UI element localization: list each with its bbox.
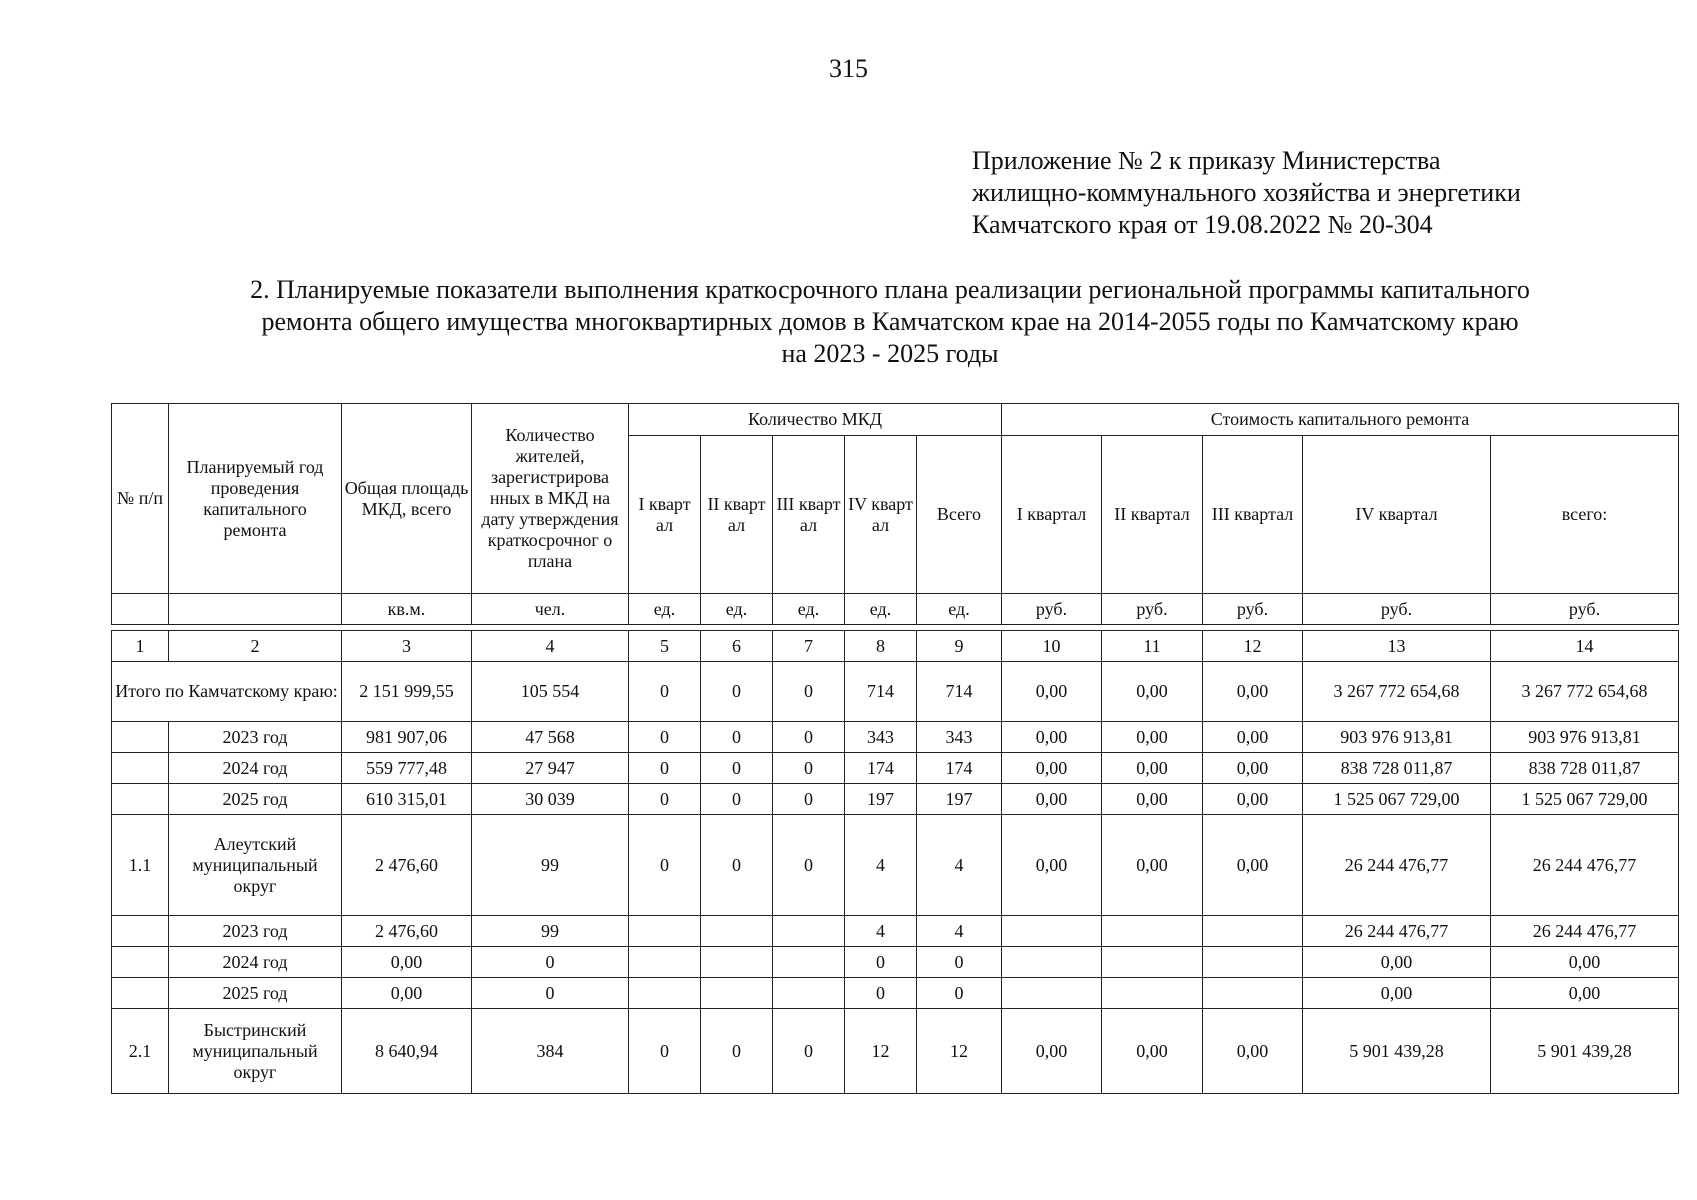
row-cell: 0 bbox=[472, 947, 629, 978]
header-mkd-q2: II кварт ал bbox=[701, 436, 773, 594]
row-number bbox=[112, 916, 169, 947]
row-cell: 0,00 bbox=[1203, 784, 1303, 815]
column-number: 10 bbox=[1002, 631, 1102, 662]
column-number: 8 bbox=[845, 631, 917, 662]
total-cell: 0 bbox=[773, 662, 845, 722]
row-cell: 0,00 bbox=[342, 947, 472, 978]
row-cell: 1 525 067 729,00 bbox=[1491, 784, 1679, 815]
table-row bbox=[112, 947, 1679, 978]
column-number: 4 bbox=[472, 631, 629, 662]
total-cell: 0,00 bbox=[1203, 662, 1303, 722]
row-cell: 0 bbox=[629, 1009, 701, 1094]
total-cell: 0 bbox=[629, 662, 701, 722]
unit-empty bbox=[169, 594, 342, 625]
row-cell bbox=[1002, 916, 1102, 947]
table-row bbox=[112, 722, 1679, 753]
row-cell: 343 bbox=[917, 722, 1002, 753]
row-cell: 0,00 bbox=[1491, 947, 1679, 978]
row-cell: 0,00 bbox=[1102, 784, 1203, 815]
unit-residents: чел. bbox=[472, 594, 629, 625]
table-body bbox=[111, 630, 1679, 1094]
row-cell: 559 777,48 bbox=[342, 753, 472, 784]
row-cell: 0,00 bbox=[342, 978, 472, 1009]
row-cell: 0 bbox=[629, 753, 701, 784]
row-cell: 47 568 bbox=[472, 722, 629, 753]
appendix-line: Камчатского края от 19.08.2022 № 20-304 bbox=[972, 210, 1433, 239]
row-cell: 4 bbox=[845, 815, 917, 916]
table-header bbox=[111, 403, 1679, 625]
row-number: 1.1 bbox=[112, 815, 169, 916]
header-cost-q2: II квартал bbox=[1102, 436, 1203, 594]
row-cell: 903 976 913,81 bbox=[1491, 722, 1679, 753]
row-cell: 0,00 bbox=[1303, 978, 1491, 1009]
row-cell: 0,00 bbox=[1002, 722, 1102, 753]
title-line: на 2023 - 2025 годы bbox=[781, 339, 999, 368]
total-row bbox=[112, 662, 1679, 722]
total-cell: 3 267 772 654,68 bbox=[1491, 662, 1679, 722]
row-name: 2025 год bbox=[169, 784, 342, 815]
row-cell bbox=[1203, 978, 1303, 1009]
row-name: 2024 год bbox=[169, 947, 342, 978]
table-row bbox=[112, 1009, 1679, 1094]
column-number: 3 bbox=[342, 631, 472, 662]
row-cell: 0 bbox=[629, 722, 701, 753]
row-cell: 99 bbox=[472, 815, 629, 916]
header-mkd-total: Всего bbox=[917, 436, 1002, 594]
row-cell: 0 bbox=[773, 815, 845, 916]
row-name: 2025 год bbox=[169, 978, 342, 1009]
row-cell: 26 244 476,77 bbox=[1303, 815, 1491, 916]
row-cell: 0,00 bbox=[1002, 784, 1102, 815]
table-row bbox=[112, 753, 1679, 784]
total-label: Итого по Камчатскому краю: bbox=[112, 662, 342, 722]
row-cell bbox=[701, 916, 773, 947]
unit-cell: ед. bbox=[845, 594, 917, 625]
row-cell: 174 bbox=[917, 753, 1002, 784]
row-cell: 12 bbox=[917, 1009, 1002, 1094]
header-year: Планируемый год проведения капитального ремонта bbox=[169, 404, 342, 594]
row-number bbox=[112, 947, 169, 978]
column-number: 7 bbox=[773, 631, 845, 662]
row-name: Быстринский муниципальный округ bbox=[169, 1009, 342, 1094]
row-cell: 30 039 bbox=[472, 784, 629, 815]
row-cell: 981 907,06 bbox=[342, 722, 472, 753]
unit-cell: руб. bbox=[1303, 594, 1491, 625]
row-cell: 26 244 476,77 bbox=[1491, 916, 1679, 947]
row-cell: 26 244 476,77 bbox=[1491, 815, 1679, 916]
row-cell: 197 bbox=[917, 784, 1002, 815]
header-cost-total: всего: bbox=[1491, 436, 1679, 594]
row-cell: 0 bbox=[701, 1009, 773, 1094]
row-cell: 0,00 bbox=[1203, 815, 1303, 916]
total-cell: 2 151 999,55 bbox=[342, 662, 472, 722]
total-cell: 0 bbox=[701, 662, 773, 722]
row-cell bbox=[701, 947, 773, 978]
row-cell: 0 bbox=[773, 722, 845, 753]
header-cost-q3: III квартал bbox=[1203, 436, 1303, 594]
row-number bbox=[112, 753, 169, 784]
row-cell: 27 947 bbox=[472, 753, 629, 784]
unit-cell: руб. bbox=[1491, 594, 1679, 625]
row-cell bbox=[1002, 978, 1102, 1009]
row-cell bbox=[1002, 947, 1102, 978]
column-number: 6 bbox=[701, 631, 773, 662]
row-cell: 0,00 bbox=[1203, 753, 1303, 784]
row-cell: 5 901 439,28 bbox=[1491, 1009, 1679, 1094]
row-cell: 174 bbox=[845, 753, 917, 784]
header-mkd-q4: IV кварт ал bbox=[845, 436, 917, 594]
column-number: 5 bbox=[629, 631, 701, 662]
row-cell bbox=[1102, 916, 1203, 947]
table-row bbox=[112, 916, 1679, 947]
row-cell bbox=[1102, 978, 1203, 1009]
row-cell: 0 bbox=[629, 784, 701, 815]
row-cell bbox=[629, 916, 701, 947]
column-number-row bbox=[112, 631, 1679, 662]
column-number: 2 bbox=[169, 631, 342, 662]
column-number: 1 bbox=[112, 631, 169, 662]
total-cell: 105 554 bbox=[472, 662, 629, 722]
header-area: Общая площадь МКД, всего bbox=[342, 404, 472, 594]
unit-cell: ед. bbox=[917, 594, 1002, 625]
unit-area: кв.м. bbox=[342, 594, 472, 625]
row-cell: 4 bbox=[917, 916, 1002, 947]
row-cell: 0 bbox=[773, 753, 845, 784]
column-number: 9 bbox=[917, 631, 1002, 662]
row-cell bbox=[1102, 947, 1203, 978]
header-mkd-q3: III кварт ал bbox=[773, 436, 845, 594]
row-cell: 0,00 bbox=[1102, 815, 1203, 916]
row-cell: 12 bbox=[845, 1009, 917, 1094]
column-number: 12 bbox=[1203, 631, 1303, 662]
unit-empty bbox=[112, 594, 169, 625]
row-cell bbox=[773, 947, 845, 978]
row-cell: 343 bbox=[845, 722, 917, 753]
header-mkd-group: Количество МКД bbox=[629, 404, 1002, 436]
header-mkd-q1: I кварт ал bbox=[629, 436, 701, 594]
header-cost-group: Стоимость капитального ремонта bbox=[1002, 404, 1679, 436]
row-number: 2.1 bbox=[112, 1009, 169, 1094]
row-cell: 0 bbox=[773, 784, 845, 815]
row-cell: 0 bbox=[701, 784, 773, 815]
page-number: 315 bbox=[829, 54, 868, 83]
row-cell: 0,00 bbox=[1303, 947, 1491, 978]
row-cell: 2 476,60 bbox=[342, 916, 472, 947]
total-cell: 0,00 bbox=[1002, 662, 1102, 722]
unit-cell: ед. bbox=[629, 594, 701, 625]
row-cell bbox=[629, 978, 701, 1009]
row-name: 2023 год bbox=[169, 916, 342, 947]
row-cell: 0 bbox=[629, 815, 701, 916]
title-line: ремонта общего имущества многоквартирных домов в Камчатском крае на 2014-2055 годы по Камчатскому краю bbox=[261, 307, 1519, 336]
row-cell: 838 728 011,87 bbox=[1303, 753, 1491, 784]
row-cell bbox=[629, 947, 701, 978]
row-cell: 0,00 bbox=[1002, 1009, 1102, 1094]
row-cell: 0 bbox=[845, 947, 917, 978]
table-row bbox=[112, 784, 1679, 815]
row-cell bbox=[1203, 916, 1303, 947]
appendix-block bbox=[972, 145, 1672, 241]
row-cell: 0,00 bbox=[1102, 1009, 1203, 1094]
total-cell: 3 267 772 654,68 bbox=[1303, 662, 1491, 722]
row-cell: 0 bbox=[701, 722, 773, 753]
title-line: 2. Планируемые показатели выполнения краткосрочного плана реализации региональной программы капитального bbox=[250, 275, 1530, 304]
row-cell: 903 976 913,81 bbox=[1303, 722, 1491, 753]
column-number: 13 bbox=[1303, 631, 1491, 662]
row-cell: 26 244 476,77 bbox=[1303, 916, 1491, 947]
row-cell: 0,00 bbox=[1002, 815, 1102, 916]
row-cell bbox=[773, 978, 845, 1009]
total-cell: 0,00 bbox=[1102, 662, 1203, 722]
row-cell: 838 728 011,87 bbox=[1491, 753, 1679, 784]
row-cell: 99 bbox=[472, 916, 629, 947]
row-cell bbox=[1203, 947, 1303, 978]
row-cell: 384 bbox=[472, 1009, 629, 1094]
row-cell: 5 901 439,28 bbox=[1303, 1009, 1491, 1094]
row-cell: 197 bbox=[845, 784, 917, 815]
column-number: 11 bbox=[1102, 631, 1203, 662]
total-cell: 714 bbox=[917, 662, 1002, 722]
row-cell: 0 bbox=[472, 978, 629, 1009]
unit-cell: руб. bbox=[1203, 594, 1303, 625]
row-cell: 0 bbox=[917, 947, 1002, 978]
row-cell: 2 476,60 bbox=[342, 815, 472, 916]
row-name: 2023 год bbox=[169, 722, 342, 753]
header-cost-q4: IV квартал bbox=[1303, 436, 1491, 594]
row-cell bbox=[701, 978, 773, 1009]
row-cell: 0,00 bbox=[1203, 1009, 1303, 1094]
row-cell bbox=[773, 916, 845, 947]
row-number bbox=[112, 784, 169, 815]
header-residents: Количество жителей, зарегистрирова нных в МКД на дату утверждения краткосрочног о плана bbox=[472, 404, 629, 594]
row-cell: 0,00 bbox=[1203, 722, 1303, 753]
row-cell: 8 640,94 bbox=[342, 1009, 472, 1094]
document-title bbox=[140, 274, 1640, 370]
row-cell: 0,00 bbox=[1491, 978, 1679, 1009]
appendix-line: жилищно-коммунального хозяйства и энергетики bbox=[972, 178, 1521, 207]
unit-cell: ед. bbox=[773, 594, 845, 625]
row-number bbox=[112, 722, 169, 753]
unit-cell: руб. bbox=[1102, 594, 1203, 625]
row-cell: 0 bbox=[845, 978, 917, 1009]
row-cell: 1 525 067 729,00 bbox=[1303, 784, 1491, 815]
row-cell: 610 315,01 bbox=[342, 784, 472, 815]
row-cell: 0,00 bbox=[1002, 753, 1102, 784]
table-row bbox=[112, 815, 1679, 916]
row-cell: 0 bbox=[917, 978, 1002, 1009]
unit-cell: ед. bbox=[701, 594, 773, 625]
row-cell: 4 bbox=[917, 815, 1002, 916]
row-cell: 0,00 bbox=[1102, 753, 1203, 784]
appendix-line: Приложение № 2 к приказу Министерства bbox=[972, 146, 1441, 175]
unit-cell: руб. bbox=[1002, 594, 1102, 625]
row-name: Алеутский муниципальный округ bbox=[169, 815, 342, 916]
row-name: 2024 год bbox=[169, 753, 342, 784]
row-cell: 0 bbox=[701, 753, 773, 784]
total-cell: 714 bbox=[845, 662, 917, 722]
table-row bbox=[112, 978, 1679, 1009]
row-cell: 0 bbox=[701, 815, 773, 916]
header-num: № п/п bbox=[112, 404, 169, 594]
row-number bbox=[112, 978, 169, 1009]
column-number: 14 bbox=[1491, 631, 1679, 662]
row-cell: 0,00 bbox=[1102, 722, 1203, 753]
row-cell: 0 bbox=[773, 1009, 845, 1094]
row-cell: 4 bbox=[845, 916, 917, 947]
header-cost-q1: I квартал bbox=[1002, 436, 1102, 594]
